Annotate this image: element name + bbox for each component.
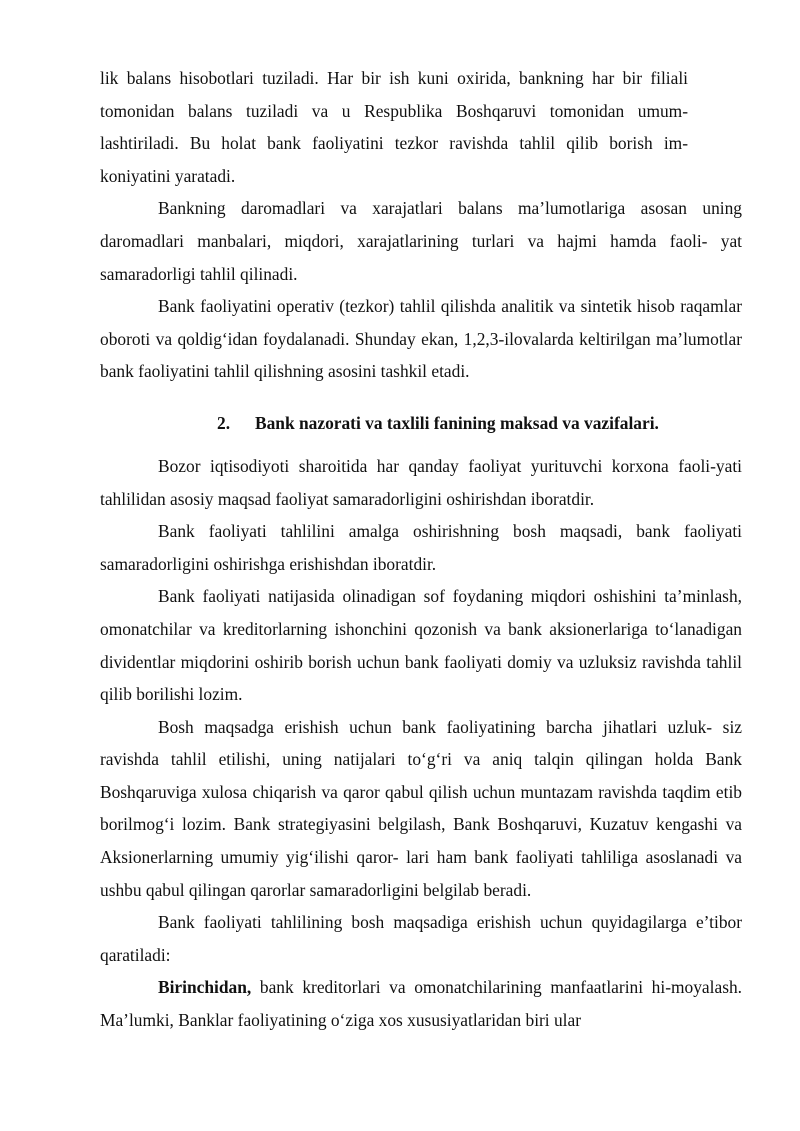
firstly-lead: Birinchidan, (158, 977, 252, 998)
paragraph-attention: Bank faoliyati tahlilining bosh maqsadiga erishish uchun quyidagilarga e’tibor qaratiladi: (100, 912, 742, 965)
paragraph-market-economy: Bozor iqtisodiyoti sharoitida har qanday faoliyat yurituvchi korxona faoli-yati tahlilidan asosiy maqsad faoliyat samaradorligini oshirishdan iboratdir. (100, 455, 742, 509)
section-title: Bank nazorati va taxlili fanining maksad va vazifalari. (255, 412, 659, 433)
paragraph-continued: lik balans hisobotlari tuziladi. Har bir ish kuni oxirida, bankning har bir filiali tomonidan balans tuziladi va u Respublika Boshqaruvi tomonidan umum-lashtiriladi. Bu holat bank faoliyatini tezkor ravishda tahlil qilib borish im-koniyatini yaratadi. (100, 68, 688, 186)
section-heading (100, 408, 742, 438)
paragraph-main-goal: Bank faoliyati tahlilini amalga oshirishning bosh maqsadi, bank faoliyati samaradorligini oshirishga erishishdan iboratdir. (100, 521, 742, 574)
paragraph-firstly (100, 971, 742, 1036)
paragraph-operative-analysis: Bank faoliyatini operativ (tezkor) tahlil qilishda analitik va sintetik hisob raqamlar oboroti va qoldig‘idan foydalanadi. Shunday ekan, 1,2,3-ilovalarda keltirilgan ma’lumotlar bank faoliyatini tahlil qilishning asosini tashkil etadi. (100, 296, 742, 382)
paragraph-income-expenses: Bankning daromadlari va xarajatlari balans ma’lumotlariga asosan uning daromadlari manbalari, miqdori, xarajatlarining turlari va hajmi hamda faoli- yat samaradorligi tahlil qilinadi. (100, 198, 742, 284)
paragraph-net-profit: Bank faoliyati natijasida olinadigan sof foydaning miqdori oshishini ta’minlash, omonatchilar va kreditorlarning ishonchini qozonish va bank aksionerlariga to‘lanadigan dividentlar miqdorini oshirib borish uchun bank faoliyati domiy va uzluksiz ravishda tahlil qilib borilishi lozim. (100, 586, 742, 705)
section-number: 2. (217, 412, 231, 433)
firstly-text: bank kreditorlari va omonatchilarining manfaatlarini hi-moyalash. Ma’lumki, Banklar faoliyatining o‘ziga xos xususiyatlaridan biri ular (100, 977, 742, 1031)
paragraph-continuous-analysis: Bosh maqsadga erishish uchun bank faoliyatining barcha jihatlari uzluk- siz ravishda tahlil etilishi, uning natijalari to‘g‘ri va aniq talqin qilingan holda Bank Boshqaruviga xulosa chiqarish va qaror qabul qilish uchun muntazam ravishda taqdim etib borilmog‘i lozim. Bank strategiyasini belgilash, Bank Boshqaruvi, Kuzatuv kengashi va Aksionerlarning umumiy yig‘ilishi qaror- lari ham bank faoliyati tahliliga asoslanadi va ushbu qabul qilingan qarorlar samaradorligini belgilab beradi. (100, 716, 742, 900)
